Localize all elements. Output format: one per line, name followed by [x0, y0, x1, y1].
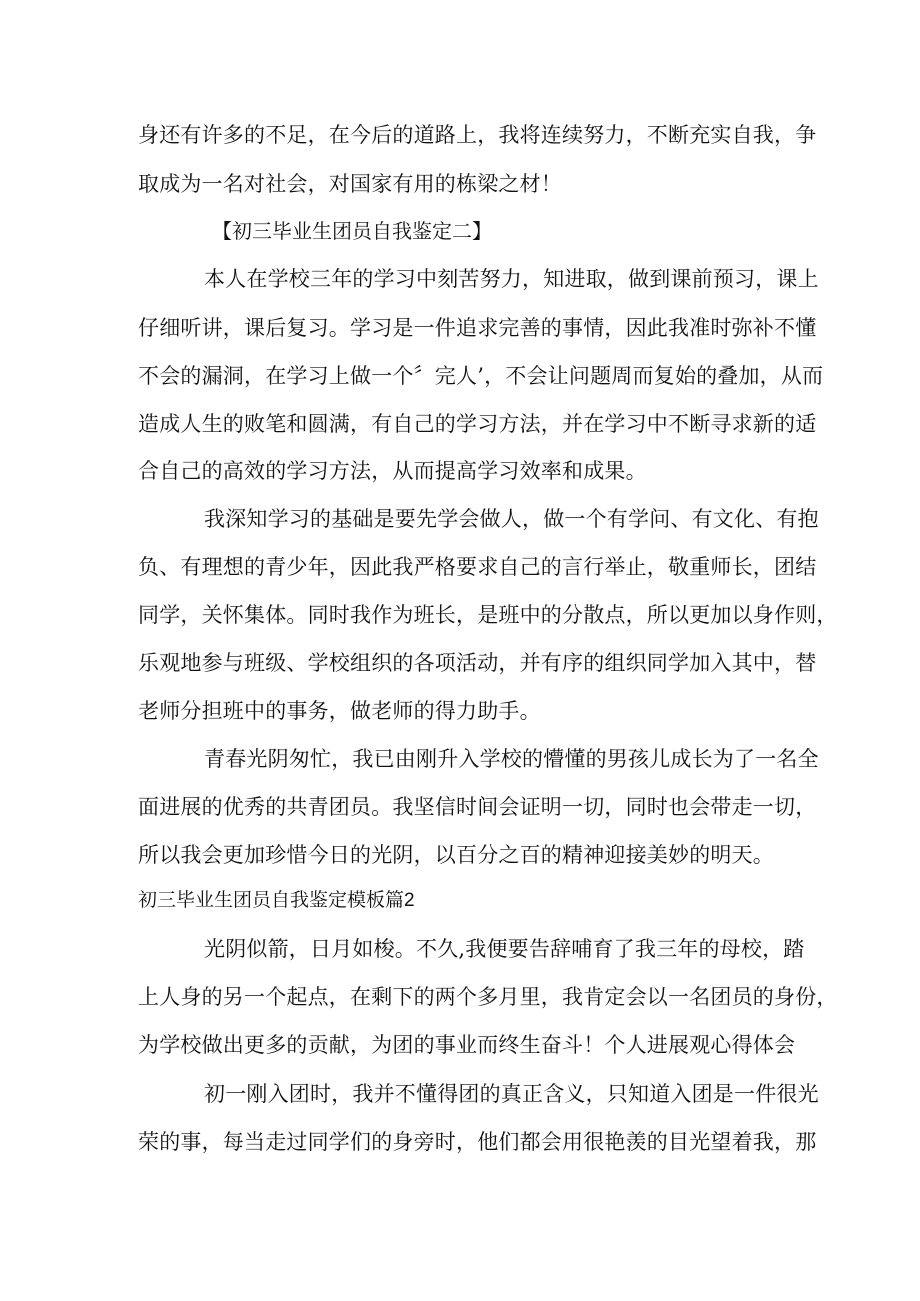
text-line: 同学，关怀集体。同时我作为班长，是班中的分散点，所以更加以身作则， — [138, 603, 838, 627]
section-title: 初三毕业生团员自我鉴定模板篇2 — [138, 890, 415, 911]
text-line: 身还有许多的不足，在今后的道路上，我将连续努力，不断充实自我，争 — [138, 123, 817, 147]
text-line: 初一刚入团时，我并不懂得团的真正含义，只知道入团是一件很光 — [204, 1082, 819, 1106]
text-line: 为学校做出更多的贡献，为团的事业而终生奋斗！个人进展观心得体会 — [138, 1033, 796, 1057]
text-line: 上人身的另一个起点，在剩下的两个多月里，我肯定会以一名团员的身份， — [138, 985, 838, 1009]
subsection-heading: 【初三毕业生团员自我鉴定二】 — [212, 219, 492, 243]
text-line: 荣的事，每当走过同学们的身旁时，他们都会用很艳羡的目光望着我，那 — [138, 1130, 817, 1154]
text-line: 合自己的高效的学习方法，从而提高学习效率和成果。 — [138, 459, 647, 483]
text-line: 青春光阴匆忙，我已由刚升入学校的懵懂的男孩儿成长为了一名全 — [204, 747, 819, 771]
text-line: 老师分担班中的事务，做老师的得力助手。 — [138, 699, 541, 723]
text-line: 本人在学校三年的学习中刻苦努力，知进取，做到课前预习，课上 — [204, 267, 819, 291]
text-line: 所以我会更加珍惜今日的光阴，以百分之百的精神迎接美妙的明天。 — [138, 843, 774, 867]
text-line: 不会的漏洞，在学习上做一个〞完人’，不会让问题周而复始的叠加，从而 — [138, 364, 824, 388]
text-line: 负、有理想的青少年，因此我严格要求自己的言行举止，敬重师长，团结 — [138, 555, 817, 579]
text-line: 光阴似箭，日月如梭。不久,我便要告辞哺育了我三年的母校，踏 — [204, 937, 805, 961]
text-line: 乐观地参与班级、学校组织的各项活动，并有序的组织同学加入其中，替 — [138, 651, 817, 675]
text-line: 仔细听讲，课后复习。学习是一件追求完善的事情，因此我准时弥补不懂 — [138, 316, 817, 340]
text-line: 我深知学习的基础是要先学会做人，做一个有学问、有文化、有抱 — [204, 507, 819, 531]
text-line: 取成为一名对社会，对国家有用的栋梁之材！ — [138, 172, 562, 196]
text-line: 面进展的优秀的共青团员。我坚信时间会证明一切，同时也会带走一切， — [138, 795, 817, 819]
text-line: 造成人生的败笔和圆满，有自己的学习方法，并在学习中不断寻求新的适 — [138, 412, 817, 436]
